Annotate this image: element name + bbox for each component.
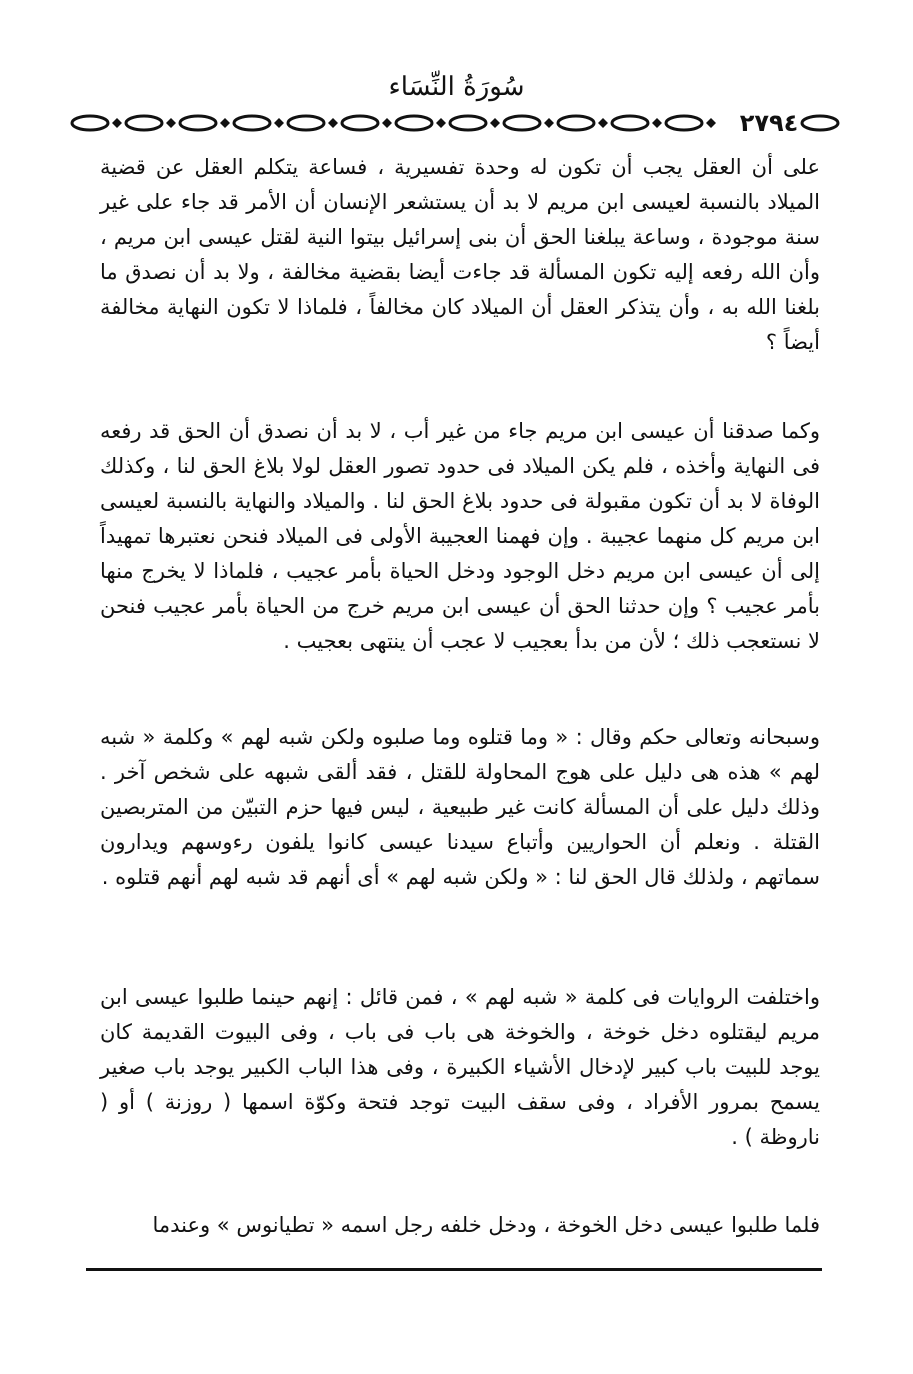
paragraph-2: وكما صدقنا أن عيسى ابن مريم جاء من غير أب ، لا بد أن نصدق أن الحق قد رفعه فى النهاية وأخذه ، فلم يكن الميلاد فى حدود تصور العقل لولا بلاغ الحق لنا ، وكذلك الوفاة لا بد أن تكون مقبولة فى حدود بلاغ الحق لنا . والميلاد والنهاية بالنسبة لعيسى ابن مريم كل منهما عجيبة . وإن فهمنا العجيبة الأولى فى الميلاد فنحن نعتبرها تمهيداً إلى أن عيسى ابن مريم دخل الوجود ودخل الحياة بأمر عجيب ، فلماذا لا يخرج منها بأمر عجيب ؟ وإن حدثنا الحق أن عيسى ابن مريم خرج من الحياة بأمر عجيب فنحن لا نستعجب ذلك ؛ لأن من بدأ بعجيب لا عجب أن ينتهى بعجيب . — [100, 419, 820, 653]
paragraph-3: وسبحانه وتعالى حكم وقال : « وما قتلوه وما صلبوه ولكن شبه لهم » وكلمة « شبه لهم » هذه هى دليل على هوج المحاولة للقتل ، فقد ألقى شبهه على شخص آخر . وذلك دليل على أن المسألة كانت غير طبيعية ، ليس فيها حزم التبيّن من المتربصين القتلة . ونعلم أن الحواريين وأتباع سيدنا عيسى كانوا يلفون رءوسهم ويدارون سماتهم ، ولذلك قال الحق لنا : « ولكن شبه لهم » أى أنهم قد شبه لهم أنهم قتلوه . — [100, 725, 820, 889]
page-number: ٢٧٩٤ — [739, 109, 799, 137]
paragraph-4: واختلفت الروايات فى كلمة « شبه لهم » ، فمن قائل : إنهم حينما طلبوا عيسى ابن مريم ليقتلوه دخل خوخة ، والخوخة هى باب فى باب ، وفى البيوت القديمة كان يوجد للبيت باب كبير لإدخال الأشياء الكبيرة ، وفى هذا الباب الكبير يوجد باب صغير يسمح بمرور الأفراد ، وفى سقف البيت توجد فتحة وكوّة اسمها ( روزنة ) أو ( ناروظة ) . — [100, 985, 820, 1149]
paragraph-1: على أن العقل يجب أن تكون له وحدة تفسيرية ، فساعة يتكلم العقل عن قضية الميلاد بالنسبة لعيسى ابن مريم لا بد أن يستشعر الإنسان أن الأمر قد جاء على غير سنة موجودة ، وساعة يبلغنا الحق أن بنى إسرائيل بيتوا النية لقتل عيسى ابن مريم ، وأن الله رفعه إليه تكون المسألة قد جاءت أيضا بقضية مخالفة ، ولا بد أن نصدق ما بلغنا الله به ، وأن يتذكر العقل أن الميلاد كان مخالفاً ، فلماذا لا تكون النهاية مخالفة أيضاً ؟ — [100, 155, 820, 354]
surah-title: سُورَةُ النِّسَاء — [388, 72, 525, 102]
paragraph-5: فلما طلبوا عيسى دخل الخوخة ، ودخل خلفه رجل اسمه « تطيانوس » وعندما — [152, 1213, 820, 1237]
footer-rule — [86, 1268, 822, 1271]
ornamental-header-rule — [68, 108, 840, 138]
